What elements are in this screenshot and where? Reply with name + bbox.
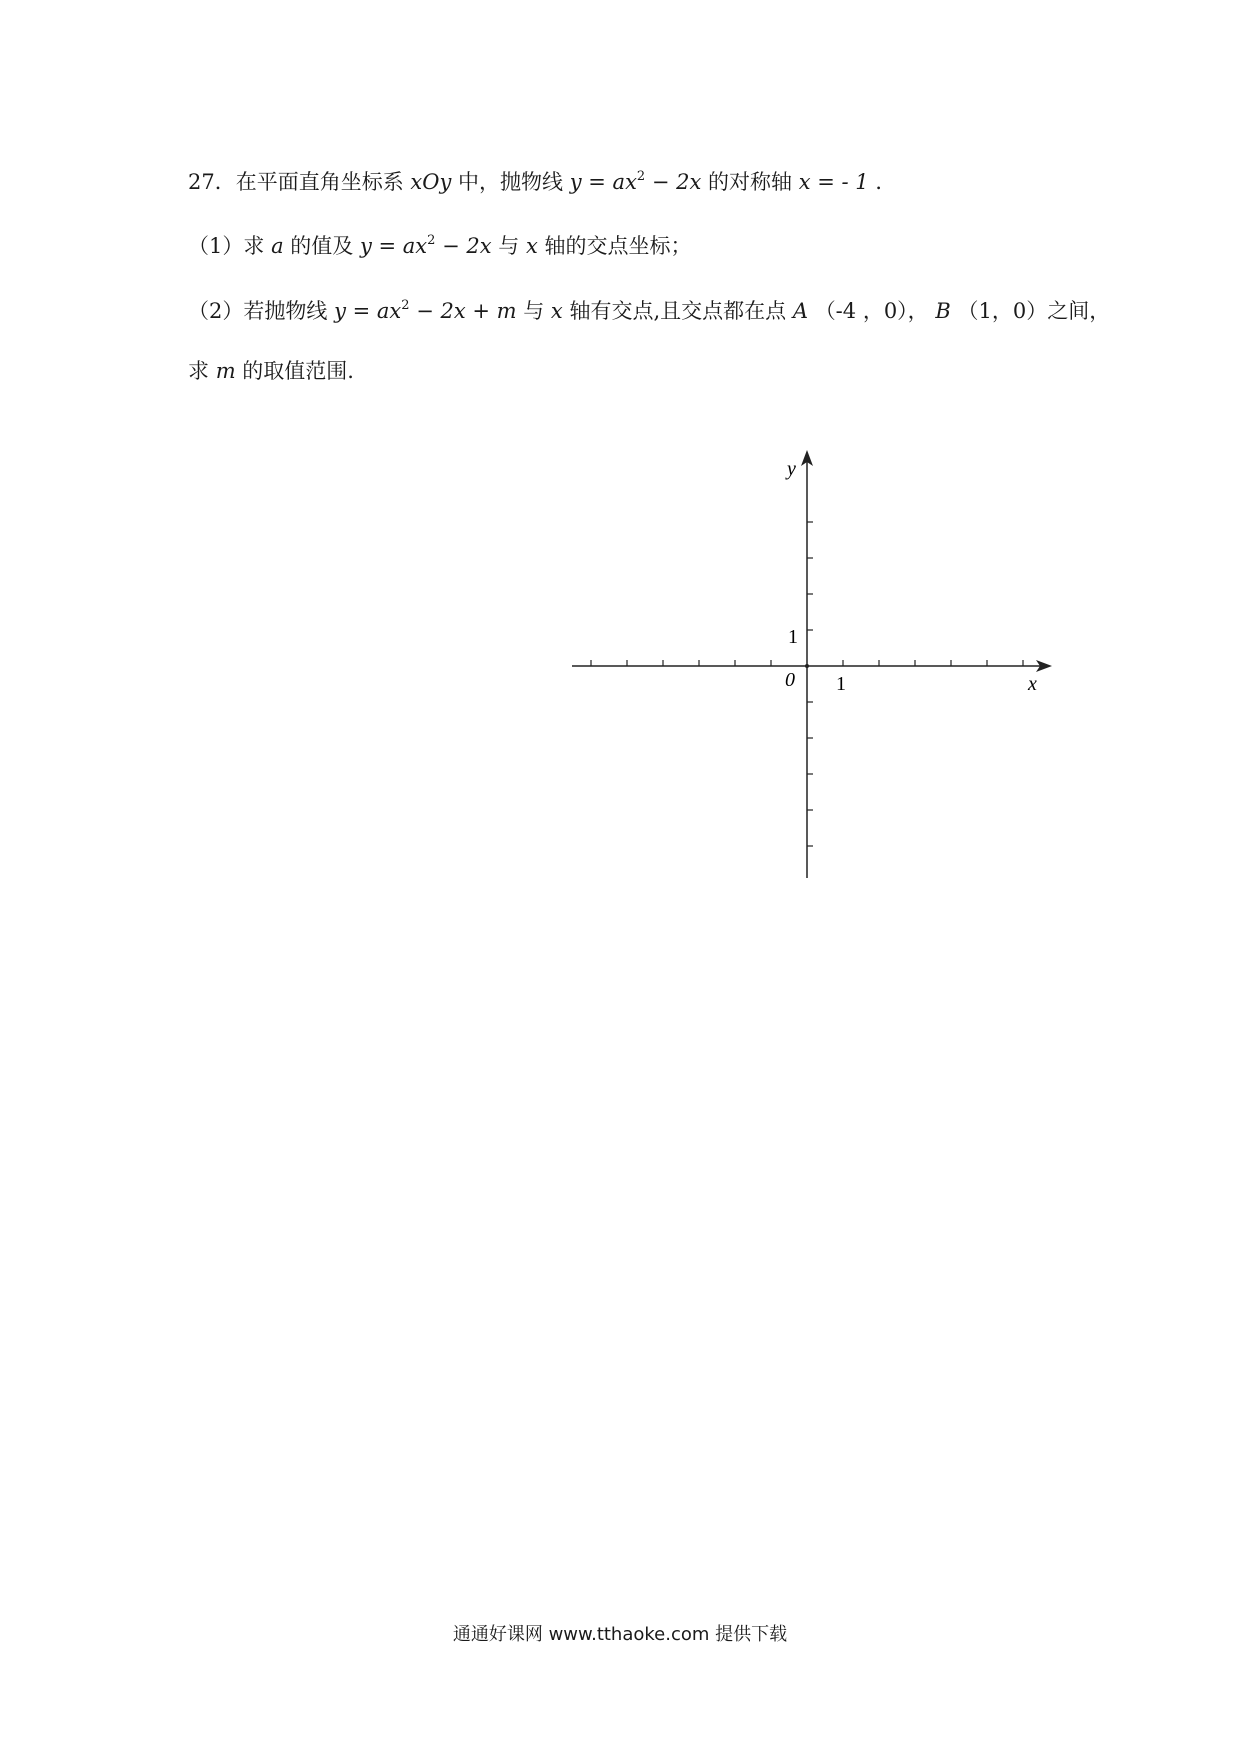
part2-text: 与 [523, 299, 545, 323]
part1-text-2: 与 [498, 234, 520, 258]
axis-group [572, 450, 1052, 878]
part1-prefix: （1）求 [188, 234, 265, 258]
x-axis-label: x [1028, 673, 1037, 695]
part2-text-2: 轴有交点,且交点都在点 [569, 299, 787, 323]
question-part-2 [188, 297, 1110, 325]
part1-equation: $y = ax^2 - 2x$ [359, 233, 492, 258]
page-footer: 通通好课网 www.tthaoke.com 提供下载 [452, 1624, 788, 1645]
stem-text: 中，抛物线 [458, 170, 564, 194]
x-unit-label: 1 [836, 673, 846, 695]
point-a-label: A [792, 299, 808, 323]
question-part-1 [188, 232, 692, 260]
question-part-2-line-2 [188, 357, 354, 385]
stem-end: ． [875, 170, 897, 194]
point-b-label: B [935, 299, 951, 323]
part1-end: 轴的交点坐标； [544, 234, 692, 258]
part2-axis-variable: x [550, 299, 563, 323]
y-axis-label: y [787, 458, 796, 480]
point-b-coordinates: （1，0）之间， [957, 299, 1111, 323]
part1-variable: a [271, 234, 284, 258]
part1-text: 的值及 [290, 234, 354, 258]
part2-line2-prefix: 求 [188, 359, 209, 383]
question-number-text: 27．在平面直角坐标系 [188, 170, 404, 194]
stem-text-2: 的对称轴 [708, 170, 793, 194]
parabola-equation: $y = ax^2 - 2x$ [569, 169, 702, 194]
question-stem [188, 168, 896, 196]
y-unit-label: 1 [788, 626, 798, 648]
point-a-coordinates: （-4 ，0）， [814, 299, 929, 323]
part2-variable-m: m [215, 359, 236, 383]
part2-prefix: （2）若抛物线 [188, 299, 328, 323]
part2-equation: $y = ax^2 - 2x + m$ [334, 298, 517, 323]
part2-line2-end: 的取值范围. [242, 359, 354, 383]
origin-label: 0 [785, 669, 795, 691]
part1-axis-variable: x [525, 234, 538, 258]
origin-point [805, 664, 809, 668]
coordinate-system-name: xOy [410, 170, 452, 194]
symmetry-axis-equation: x = - 1 [798, 170, 869, 194]
coordinate-axes [560, 450, 1060, 900]
